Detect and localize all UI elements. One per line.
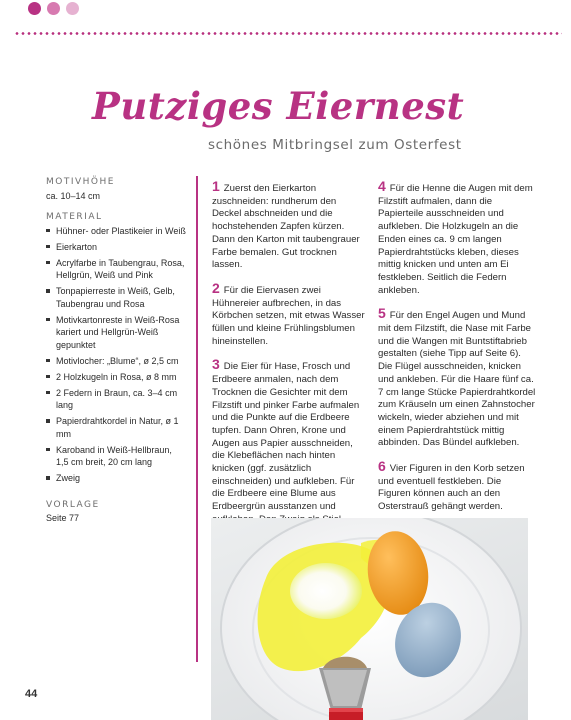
list-item: Tonpapierreste in Weiß, Gelb, Taubengrau und Rosa (46, 285, 186, 310)
material-list (46, 225, 186, 485)
step-text: Für die Henne die Augen mit dem Filzstift aufmalen, dann die Papierteile ausschneiden und aufkleben. Die Holzkugeln an die Enden eines ca. 9 cm langen Papierdrahtstücks kleben, dieses mittig knicken und unten am Ei festkleben. Seitlich die Federn ankleben. (378, 183, 533, 296)
step-number: 6 (378, 458, 386, 475)
step-1 (212, 180, 368, 272)
header-dot-2 (47, 2, 60, 15)
eggs-photo (211, 518, 528, 720)
step-2 (212, 279, 368, 349)
header-dot-3 (66, 2, 79, 15)
step-text: Zuerst den Eierkarton zuschneiden: rundherum den Deckel abschneiden und die hochstehenden Zapfen kürzen. Dann den Karton mit taubengrauer Farbe bemalen. Gut trocknen lassen. (212, 183, 360, 271)
material-heading: MATERIAL (46, 212, 103, 222)
list-item: 2 Federn in Braun, ca. 3–4 cm lang (46, 387, 186, 412)
instructions-column-2 (378, 180, 536, 524)
instructions-column-1 (212, 180, 368, 549)
list-item: Zweig (46, 472, 186, 485)
motivhoehe-heading: MOTIVHÖHE (46, 177, 115, 187)
list-item: Karoband in Weiß-Hellbraun, 1,5 cm breit, 20 cm lang (46, 444, 186, 469)
step-text: Für den Engel Augen und Mund mit dem Filzstift, die Nase mit Farbe und die Wangen mit Buntstiftabrieb gestalten (siehe Tipp auf Seite 6). Die Flügel ausschneiden, knicken und ankleben. Für die Haare fünf ca. 7 cm lange Stücke Papierdrahtkordel zum Kräuseln um einen Zahnstocher wickeln, wieder abziehen und mit einem Papierdrahtstück mittig abbinden. Das Bündel aufkleben. (378, 310, 536, 449)
list-item: 2 Holzkugeln in Rosa, ø 8 mm (46, 371, 186, 384)
page-title: Putziges Eiernest (92, 84, 465, 128)
dotted-divider (14, 32, 562, 35)
column-divider (196, 176, 198, 662)
list-item: Acrylfarbe in Taubengrau, Rosa, Hellgrün, Weiß und Pink (46, 257, 186, 282)
step-number: 5 (378, 305, 386, 322)
step-5 (378, 307, 536, 450)
motivhoehe-value: ca. 10–14 cm (46, 190, 101, 201)
step-number: 3 (212, 356, 220, 373)
step-text: Vier Figuren in den Korb setzen und eventuell festkleben. Die Figuren können auch an den Osterstrauß gehängt werden. (378, 463, 525, 513)
vorlage-value: Seite 77 (46, 513, 80, 523)
step-number: 4 (378, 178, 386, 194)
info-sidebar (46, 176, 186, 534)
list-item: Papierdrahtkordel in Natur, ø 1 mm (46, 415, 186, 440)
page-number: 44 (25, 688, 38, 700)
step-6 (378, 460, 536, 514)
page-subtitle: schönes Mitbringsel zum Osterfest (208, 137, 462, 153)
list-item: Hühner- oder Plastikeier in Weiß (46, 225, 186, 238)
step-3 (212, 358, 368, 539)
list-item: Motivkartonreste in Weiß-Rosa kariert und Hellgrün-Weiß gepunktet (46, 314, 186, 352)
white-egg (290, 563, 362, 619)
step-text: Für die Eiervasen zwei Hühnereier aufbrechen, in das Körbchen setzen, mit etwas Wasser füllen und kleine Frühlingsblumen hineinstellen. (212, 284, 365, 347)
list-item: Motivlocher: „Blume“, ø 2,5 cm (46, 355, 186, 368)
vorlage-heading: VORLAGE (46, 499, 100, 510)
header-dot-1 (28, 2, 41, 15)
step-number: 2 (212, 279, 220, 296)
step-text: Die Eier für Hase, Frosch und Erdbeere anmalen, nach dem Trocknen die Gesichter mit dem Filzstift und pinker Farbe aufmalen und die Punkte auf die Erdbeere tupfen. Dann Ohren, Krone und Augen aus Papier ausschneiden, die Klebeflächen nach hinten knicken (ggf. zusätzlich einschneiden) und aufkleben. Für die Erdbeere eine Blume aus Erdbeergrün ausstanzen und (212, 361, 360, 513)
list-item: Eierkarton (46, 241, 186, 254)
eggs-illustration (211, 518, 528, 720)
step-4 (378, 180, 536, 297)
step-number: 1 (212, 178, 220, 194)
